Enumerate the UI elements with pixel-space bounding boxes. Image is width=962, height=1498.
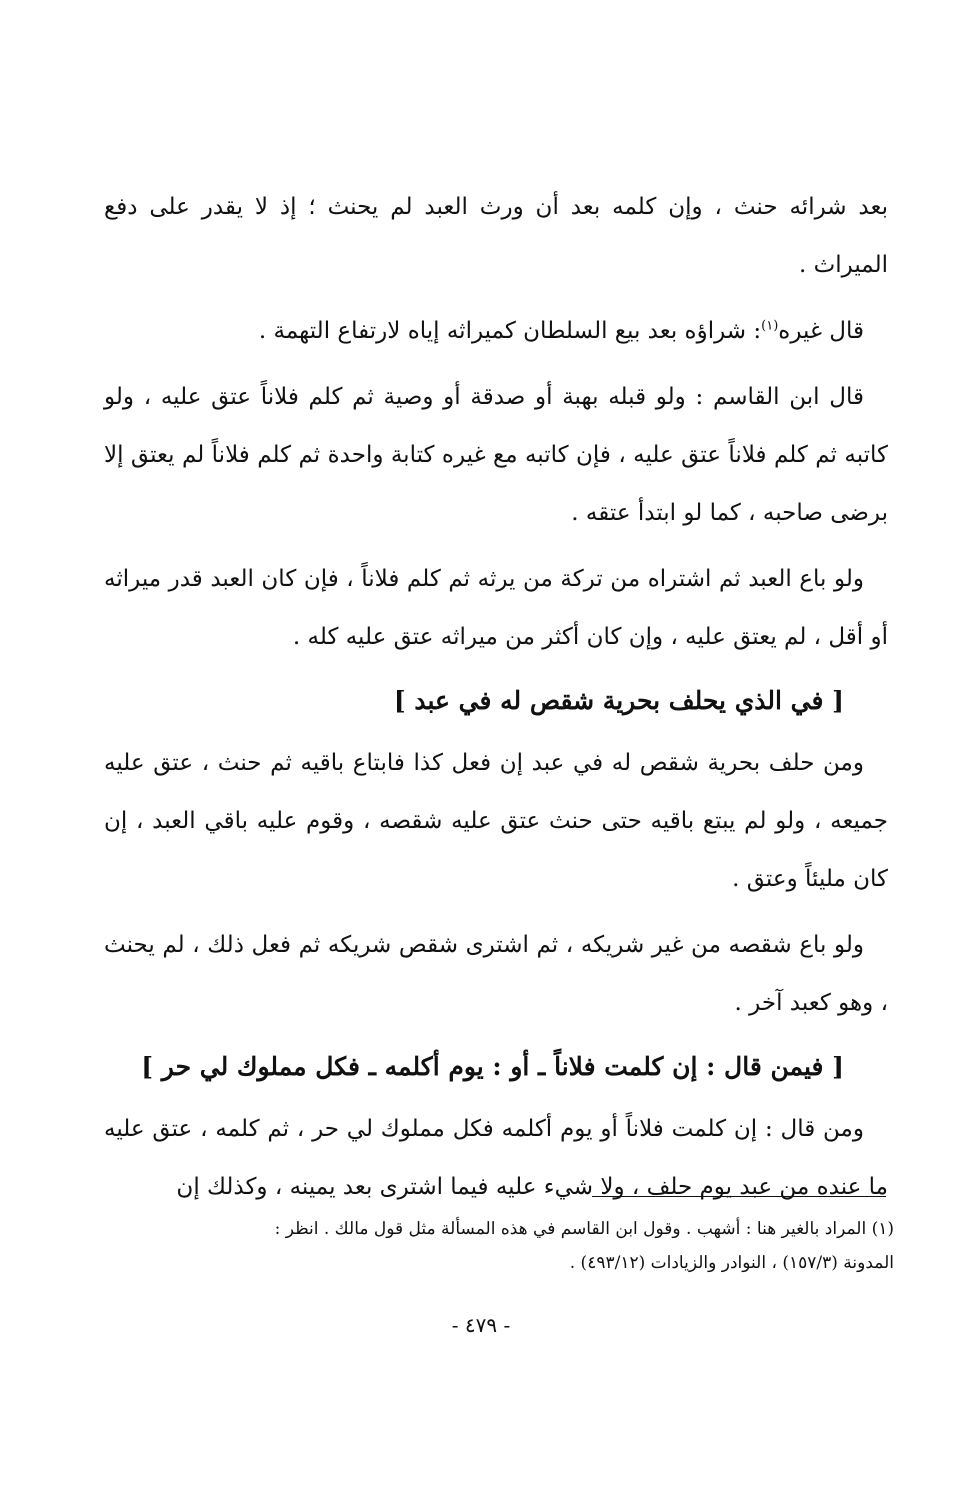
paragraph-2 xyxy=(104,302,888,360)
footnotes xyxy=(104,1212,894,1280)
paragraph-1: بعد شرائه حنث ، وإن كلمه بعد أن ورث العبد لم يحنث ؛ إذ لا يقدر على دفع الميراث . xyxy=(104,194,888,278)
paragraph-3: قال ابن القاسم : ولو قبله بهبة أو صدقة أو وصية ثم كلم فلاناً عتق عليه ، ولو كاتبه ثم كلم فلاناً عتق عليه ، فإن كاتبه مع غيره كتابة واحدة ثم كلم فلاناً لم يعتق إلا برضى صاحبه ، كما لو ابتدأ عتقه . xyxy=(104,384,888,526)
footnote-1-line-1: (١) المراد بالغير هنا : أشهب . وقول ابن القاسم في هذه المسألة مثل قول مالك . انظر : xyxy=(274,1219,894,1239)
paragraph-7: ومن قال : إن كلمت فلاناً أو يوم أكلمه فكل مملوك لي حر ، ثم كلمه ، عتق عليه ما عنده من عبد يوم حلف ، ولا شيء عليه فيما اشترى بعد يمينه ، وكذلك إن xyxy=(104,1116,888,1200)
paragraph-2-start: قال غيره xyxy=(778,318,864,344)
section-heading-1: [ في الذي يحلف بحرية شقص له في عبد ] xyxy=(393,686,844,715)
paragraph-5: ومن حلف بحرية شقص له في عبد إن فعل كذا فابتاع باقيه ثم حنث ، عتق عليه جميعه ، ولو لم يبتع باقيه حتى حنث عتق عليه شقصه ، وقوم عليه باقي العبد ، إن كان مليئاً وعتق . xyxy=(104,750,888,892)
section-heading-2: [ فيمن قال : إن كلمت فلاناً ـ أو : يوم أكلمه ـ فكل مملوك لي حر ] xyxy=(141,1052,844,1081)
paragraph-4: ولو باع العبد ثم اشتراه من تركة من يرثه ثم كلم فلاناً ، فإن كان العبد قدر ميراثه أو أقل ، لم يعتق عليه ، وإن كان أكثر من ميراثه عتق عليه كله . xyxy=(104,566,888,650)
main-text xyxy=(104,178,888,1224)
paragraph-6: ولو باع شقصه من غير شريكه ، ثم اشترى شقص شريكه ثم فعل ذلك ، لم يحنث ، وهو كعبد آخر . xyxy=(104,932,888,1016)
footnote-1-line-2: المدونة (١٥٧/٣) ، النوادر والزيادات (٤٩٣/١٢) . xyxy=(569,1253,894,1273)
paragraph-2-end: : شراؤه بعد بيع السلطان كميراثه إياه لارتفاع التهمة . xyxy=(258,318,762,344)
page-number: - ٤٧٩ - xyxy=(451,1313,511,1337)
footnote-reference[interactable]: (١) xyxy=(761,318,779,334)
footnote-divider xyxy=(592,1196,886,1197)
